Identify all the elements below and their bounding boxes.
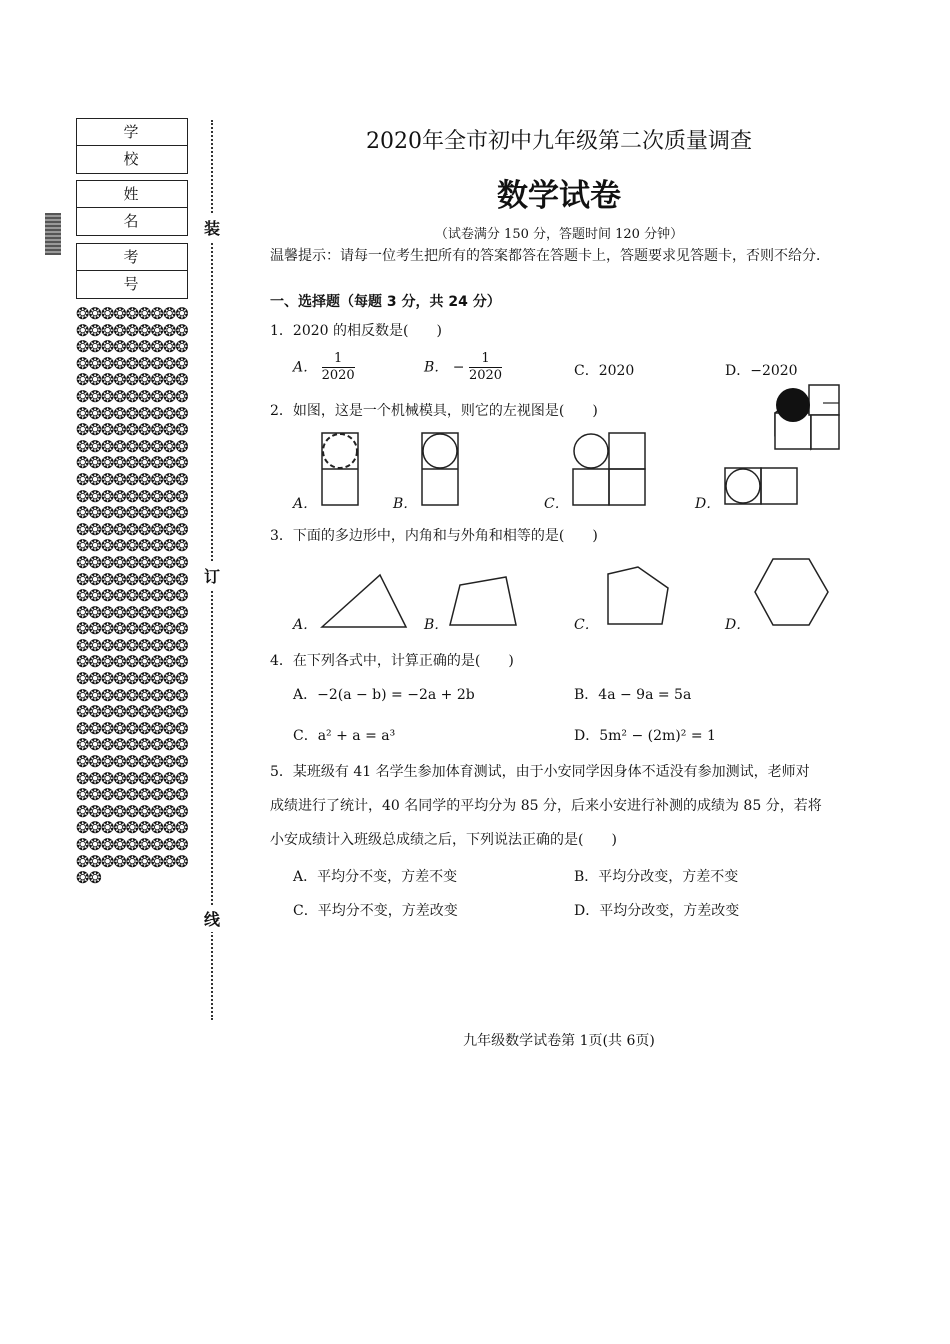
name-box — [76, 180, 188, 236]
q1-b-num: 1 — [469, 351, 502, 368]
tip-text: 温馨提示：请每一位考生把所有的答案都答在答题卡上，答题要求见答题卡，否则不给分． — [270, 248, 830, 264]
q3-option-a: A． — [293, 617, 318, 633]
binding-char-xian: 线 — [204, 905, 220, 932]
q1-a-label: A． — [293, 359, 318, 376]
page-footer: 九年级数学试卷第 1页(共 6页) — [463, 1033, 655, 1049]
q4-stem: 4．在下列各式中，计算正确的是( ) — [270, 653, 514, 669]
q1-a-num: 1 — [322, 351, 355, 368]
q4-option-c: C．a² + a = a³ — [293, 728, 396, 744]
number-box — [76, 243, 188, 299]
number-label: 考号 — [77, 244, 187, 271]
q1-option-d: D．−2020 — [725, 363, 798, 379]
q3-option-c: C． — [574, 617, 599, 633]
section-heading: 一、选择题（每题 3 分，共 24 分） — [270, 294, 501, 310]
q5-option-b: B．平均分改变，方差不变 — [574, 869, 739, 885]
q4-option-b: B．4a − 9a = 5a — [574, 687, 692, 703]
q1-option-a — [293, 351, 355, 384]
q1-a-fraction — [322, 351, 355, 384]
binding-char-ding: 订 — [204, 562, 220, 589]
exam-title: 2020年全市初中九年级第二次质量调查 — [366, 129, 752, 154]
q1-b-den: 2020 — [468, 368, 503, 383]
q3-pentagon — [600, 566, 672, 628]
name-label: 姓名 — [77, 181, 187, 208]
q4-option-d: D．5m² − (2m)² = 1 — [574, 728, 716, 744]
q2-stem: 2．如图，这是一个机械模具，则它的左视图是( ) — [270, 403, 598, 419]
q3-option-b: B． — [424, 617, 449, 633]
q5-line-2: 成绩进行了统计，40 名同学的平均分为 85 分，后来小安进行补测的成绩为 85 分，若将 — [270, 798, 822, 814]
q2-option-c: C． — [544, 496, 569, 512]
q2-figure-a — [321, 432, 361, 508]
q3-stem: 3．下面的多边形中，内角和与外角和相等的是( ) — [270, 528, 598, 544]
q1-b-sign: − — [452, 359, 465, 376]
q2-figure-d — [724, 467, 800, 507]
school-box — [76, 118, 188, 174]
q2-option-a: A． — [293, 496, 318, 512]
q2-option-d: D． — [695, 496, 721, 512]
q5-line-3: 小安成绩计入班级总成绩之后，下列说法正确的是( ) — [270, 832, 617, 848]
subject-title: 数学试卷 — [497, 178, 621, 214]
q3-option-d: D． — [725, 617, 751, 633]
q2-figure-c — [572, 432, 648, 508]
q1-option-c: C．2020 — [574, 363, 635, 379]
q3-hexagon — [754, 557, 830, 629]
q3-triangle — [320, 573, 410, 629]
q4-option-a: A．−2(a − b) = −2a + 2b — [293, 687, 475, 703]
q1-stem: 1．2020 的相反数是( ) — [270, 323, 442, 339]
q1-a-den: 2020 — [321, 368, 355, 383]
q1-b-label: B． — [424, 359, 449, 376]
q2-option-b: B． — [393, 496, 418, 512]
q5-option-c: C．平均分不变，方差改变 — [293, 903, 458, 919]
mold-3d-figure — [773, 381, 843, 461]
q5-line-1: 5．某班级有 41 名学生参加体育测试，由于小安同学因身体不适没有参加测试，老师对 — [270, 764, 810, 780]
scan-mark — [45, 213, 61, 255]
q3-quadrilateral — [448, 575, 520, 631]
school-label: 学校 — [77, 119, 187, 146]
decorative-flower-border: ❂❂❂❂❂❂❂❂❂❂❂❂❂❂❂❂❂❂❂❂❂❂❂❂❂❂❂❂❂❂❂❂❂❂❂❂❂❂❂❂❂❂❂❂❂❂❂❂❂❂❂❂❂❂❂❂❂❂❂❂❂❂❂❂❂❂❂❂❂❂❂❂❂❂❂❂❂❂❂❂❂❂❂❂❂❂❂❂❂❂❂❂❂❂❂❂❂❂❂❂❂❂❂❂❂❂❂❂❂❂❂❂❂❂❂❂❂❂❂❂❂❂❂❂❂❂❂❂❂❂❂❂❂❂❂❂❂❂❂❂❂❂❂❂❂❂❂❂❂❂❂❂❂❂❂❂❂❂❂❂❂❂❂❂❂❂❂❂❂❂❂❂❂❂❂❂❂❂❂❂❂❂❂❂❂❂❂❂❂❂❂❂❂❂❂❂❂❂❂❂❂❂❂❂❂❂❂❂❂❂❂❂❂❂❂❂❂❂❂❂❂❂❂❂❂❂❂❂❂❂❂❂❂❂❂❂❂❂❂❂❂❂❂❂❂❂❂❂❂❂❂❂❂❂❂❂❂❂❂❂❂❂❂❂❂❂❂❂❂❂❂❂❂❂❂❂❂❂❂❂❂❂❂❂❂❂❂❂❂❂❂❂❂❂❂❂❂❂❂❂❂❂❂❂❂❂❂❂ — [76, 306, 188, 888]
q1-b-fraction — [469, 351, 502, 384]
q5-option-a: A．平均分不变，方差不变 — [293, 869, 458, 885]
binding-char-zhuang: 装 — [204, 214, 220, 241]
q5-option-d: D．平均分改变，方差改变 — [574, 903, 740, 919]
q1-option-b — [424, 351, 502, 384]
exam-subtitle: （试卷满分 150 分，答题时间 120 分钟） — [434, 227, 684, 242]
q2-figure-b — [421, 432, 461, 508]
